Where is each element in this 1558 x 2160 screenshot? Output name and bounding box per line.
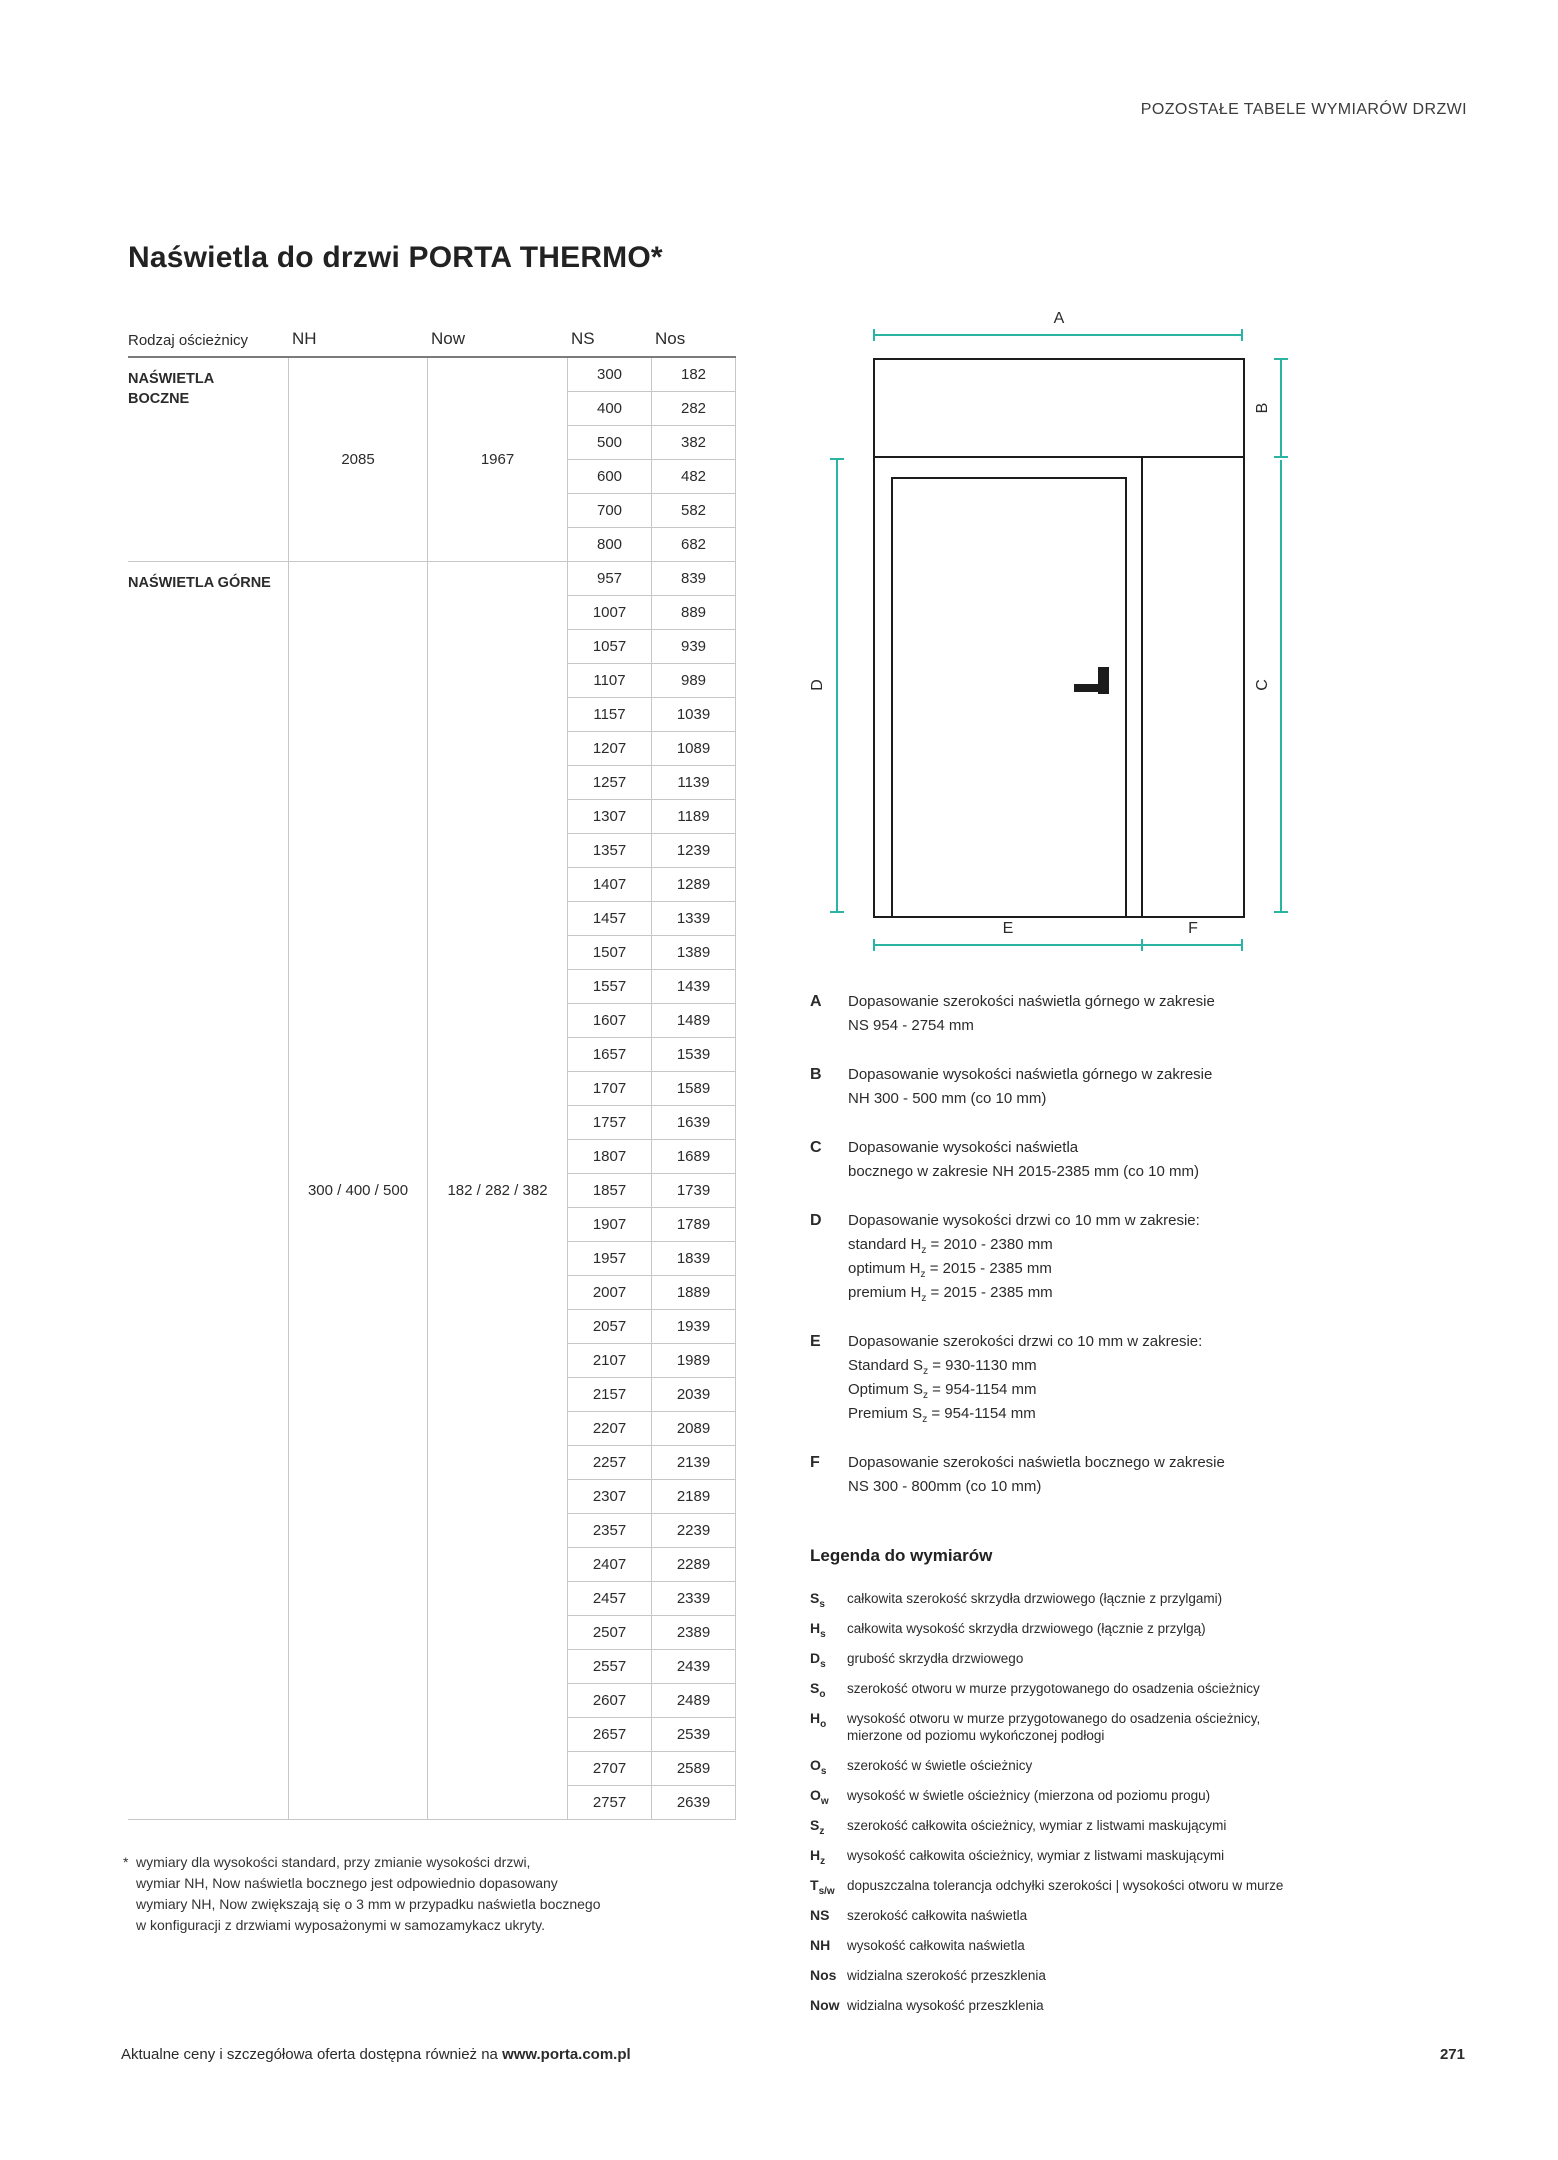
ns-cell: 2157 <box>568 1378 651 1412</box>
dim-symbol: $D_s$ <box>810 1650 826 1670</box>
dim-symbol: NH <box>810 1937 831 1953</box>
ns-cell: 1407 <box>568 868 651 902</box>
ns-cell: 957 <box>568 562 651 596</box>
dim-description: wysokość całkowita naświetla <box>847 1938 1025 1953</box>
nos-cell: 2539 <box>652 1718 735 1752</box>
ns-cell: 1457 <box>568 902 651 936</box>
dim-description: całkowita szerokość skrzydła drzwiowego (łącznie z przylgami) <box>847 1591 1223 1606</box>
legend-list <box>810 990 1410 1524</box>
page-kicker: POZOSTAŁE TABELE WYMIARÓW DRZWI <box>1140 101 1467 118</box>
ns-cell: 1007 <box>568 596 651 630</box>
dim-description: szerokość otworu w murze przygotowanego do osadzenia ościeżnicy <box>847 1681 1260 1696</box>
ns-cell: 2107 <box>568 1344 651 1378</box>
dim-tick <box>1141 939 1143 951</box>
section-label: NAŚWIETLA BOCZNE <box>128 358 288 562</box>
dim-description: widzialna wysokość przeszklenia <box>847 1998 1044 2013</box>
dim-legend-title: Legenda do wymiarów <box>810 1546 993 1565</box>
dim-symbol: $T_{s/w}$ <box>810 1877 835 1897</box>
dim-description: dopuszczalna tolerancja odchyłki szerokości | wysokości otworu w murze <box>847 1878 1284 1893</box>
dim-symbol: NS <box>810 1907 830 1923</box>
dim-tick <box>1241 329 1243 341</box>
ns-cell: 2007 <box>568 1276 651 1310</box>
section-now-value: 1967 <box>428 358 567 562</box>
dim-description: widzialna szerokość przeszklenia <box>847 1968 1046 1983</box>
dim-tick <box>873 329 875 341</box>
nos-cell: 1439 <box>652 970 735 1004</box>
section-label: NAŚWIETLA GÓRNE <box>128 562 288 1820</box>
nos-cell: 1189 <box>652 800 735 834</box>
ns-cell: 2407 <box>568 1548 651 1582</box>
dim-label-e: E <box>1002 920 1014 937</box>
dim-legend <box>810 1546 1435 2027</box>
footnote-marker: * <box>123 1854 129 1870</box>
dim-tick <box>830 911 844 913</box>
table-col-label <box>128 358 288 1820</box>
section-nh-value: 300 / 400 / 500 <box>289 562 427 1820</box>
dim-tick <box>1274 911 1288 913</box>
legend-text: Dopasowanie wysokości drzwi co 10 mm w zakresie: standard $H_z = 2010 - 2380$ mm optimum $H_z = 2015 - 2385$ mm premium $H_z = 2015 - 2385$ mm <box>848 1212 1200 1304</box>
dim-item-nh <box>810 1937 1435 1954</box>
nos-cell: 1739 <box>652 1174 735 1208</box>
header-nh: NH <box>292 329 317 348</box>
dim-line-ef <box>873 944 1243 946</box>
dim-tick <box>1274 456 1288 458</box>
dim-description: wysokość w świetle ościeżnicy (mierzona od poziomu progu) <box>847 1788 1211 1803</box>
ns-cell: 1507 <box>568 936 651 970</box>
legend-item-b <box>810 1063 1410 1111</box>
dim-description: grubość skrzydła drzwiowego <box>847 1651 1024 1666</box>
legend-text: Dopasowanie szerokości naświetla bocznego w zakresie NS 300 - 800mm (co 10 mm) <box>848 1454 1225 1495</box>
dim-item-hz <box>810 1847 1435 1867</box>
dim-label-b: B <box>1254 402 1271 414</box>
nos-cell: 1789 <box>652 1208 735 1242</box>
legend-item-e <box>810 1330 1410 1426</box>
nos-cell: 1889 <box>652 1276 735 1310</box>
nos-cell: 2189 <box>652 1480 735 1514</box>
dim-item-now <box>810 1997 1435 2014</box>
nos-cell: 2239 <box>652 1514 735 1548</box>
dim-item-ns <box>810 1907 1435 1924</box>
ns-cell: 800 <box>568 528 651 562</box>
footer-text: Aktualne ceny i szczegółowa oferta dostępna również na <box>121 2046 503 2063</box>
dim-label-f: F <box>1188 920 1198 937</box>
nos-cell: 839 <box>652 562 735 596</box>
dim-symbol: $H_s$ <box>810 1620 826 1640</box>
legend-item-c <box>810 1136 1410 1184</box>
ns-cell: 2757 <box>568 1786 651 1820</box>
dim-symbol: $O_w$ <box>810 1787 829 1807</box>
dim-tick <box>873 939 875 951</box>
transom-divider <box>875 456 1243 458</box>
nos-cell: 939 <box>652 630 735 664</box>
dim-item-ho <box>810 1710 1435 1744</box>
footnote <box>123 1852 601 1936</box>
ns-cell: 500 <box>568 426 651 460</box>
legend-key: E <box>810 1333 821 1350</box>
legend-key: B <box>810 1066 822 1083</box>
dim-symbol: $O_s$ <box>810 1757 827 1777</box>
legend-text: Dopasowanie wysokości naświetla górnego w zakresie NH 300 - 500 mm (co 10 mm) <box>848 1066 1213 1107</box>
table-col-nos <box>651 358 736 1820</box>
ns-cell: 1957 <box>568 1242 651 1276</box>
dim-item-tsw <box>810 1877 1435 1897</box>
nos-cell: 682 <box>652 528 735 562</box>
table-body <box>128 356 736 1818</box>
table-col-now <box>427 358 567 1820</box>
ns-cell: 2557 <box>568 1650 651 1684</box>
nos-cell: 1489 <box>652 1004 735 1038</box>
nos-cell: 2589 <box>652 1752 735 1786</box>
ns-cell: 2657 <box>568 1718 651 1752</box>
footer-note <box>121 2046 631 2063</box>
ns-cell: 2357 <box>568 1514 651 1548</box>
dim-item-nos <box>810 1967 1435 1984</box>
ns-cell: 2507 <box>568 1616 651 1650</box>
dim-symbol: $H_o$ <box>810 1710 827 1730</box>
dim-symbol: Nos <box>810 1967 837 1983</box>
dim-line-a <box>873 334 1243 336</box>
nos-cell: 1139 <box>652 766 735 800</box>
ns-cell: 1657 <box>568 1038 651 1072</box>
ns-cell: 1807 <box>568 1140 651 1174</box>
dim-line-b <box>1280 358 1282 458</box>
legend-text: Dopasowanie szerokości drzwi co 10 mm w zakresie: Standard $S_z = 930-1130$ mm Optimum $S_z = 954-1154$ mm Premium $S_z = 954-1154$ mm <box>848 1333 1203 1425</box>
ns-cell: 1557 <box>568 970 651 1004</box>
legend-text: Dopasowanie szerokości naświetla górnego w zakresie NS 954 - 2754 mm <box>848 993 1215 1034</box>
ns-cell: 1257 <box>568 766 651 800</box>
ns-cell: 2607 <box>568 1684 651 1718</box>
nos-cell: 1589 <box>652 1072 735 1106</box>
page-title: Naświetla do drzwi PORTA THERMO* <box>128 241 663 274</box>
legend-item-f <box>810 1451 1410 1499</box>
legend-text: Dopasowanie wysokości naświetla bocznego w zakresie NH 2015-2385 mm (co 10 mm) <box>848 1139 1199 1180</box>
dim-description: wysokość otworu w murze przygotowanego do osadzenia ościeżnicy, mierzone od poziomu wykończonej podłogi <box>847 1711 1261 1743</box>
legend-key: A <box>810 993 822 1010</box>
dim-item-ow <box>810 1787 1435 1807</box>
ns-cell: 1857 <box>568 1174 651 1208</box>
table-header-row <box>128 318 736 356</box>
ns-cell: 2707 <box>568 1752 651 1786</box>
ns-cell: 2057 <box>568 1310 651 1344</box>
dim-legend-list <box>810 1590 1435 2014</box>
ns-cell: 1707 <box>568 1072 651 1106</box>
legend-key: C <box>810 1139 822 1156</box>
page-number: 271 <box>1439 2046 1465 2063</box>
ns-cell: 1107 <box>568 664 651 698</box>
ns-cell: 2457 <box>568 1582 651 1616</box>
nos-cell: 1339 <box>652 902 735 936</box>
door-leaf <box>891 477 1127 916</box>
nos-cell: 2439 <box>652 1650 735 1684</box>
dim-symbol: $S_z$ <box>810 1817 825 1837</box>
dim-item-ss <box>810 1590 1435 1610</box>
nos-cell: 282 <box>652 392 735 426</box>
ns-cell: 1057 <box>568 630 651 664</box>
ns-cell: 2257 <box>568 1446 651 1480</box>
ns-cell: 1157 <box>568 698 651 732</box>
dim-symbol: $S_s$ <box>810 1590 825 1610</box>
nos-cell: 2089 <box>652 1412 735 1446</box>
header-nos: Nos <box>655 329 686 348</box>
dim-tick <box>830 458 844 460</box>
dim-line-c <box>1280 460 1282 913</box>
section-nh-value: 2085 <box>289 358 427 562</box>
dim-description: szerokość całkowita naświetla <box>847 1908 1028 1923</box>
ns-cell: 1907 <box>568 1208 651 1242</box>
dim-item-sz <box>810 1817 1435 1837</box>
footnote-text: wymiary dla wysokości standard, przy zmianie wysokości drzwi, wymiar NH, Now naświetla bocznego jest odpowiednio dopasowany wymiary NH, Now zwiększają się o 3 mm w przypadku naświetla bocznego w konfiguracji z drzwiami wyposażonymi w samozamykacz ukryty. <box>136 1854 601 1933</box>
nos-cell: 2339 <box>652 1582 735 1616</box>
nos-cell: 2039 <box>652 1378 735 1412</box>
dim-description: szerokość całkowita ościeżnicy, wymiar z listwami maskującymi <box>847 1818 1227 1833</box>
nos-cell: 182 <box>652 358 735 392</box>
dim-description: całkowita wysokość skrzydła drzwiowego (łącznie z przylgą) <box>847 1621 1206 1636</box>
table-col-nh <box>288 358 427 1820</box>
dim-label-a: A <box>1053 310 1065 327</box>
ns-cell: 1207 <box>568 732 651 766</box>
dim-label-d: D <box>809 679 826 691</box>
ns-cell: 1307 <box>568 800 651 834</box>
nos-cell: 1539 <box>652 1038 735 1072</box>
nos-cell: 1389 <box>652 936 735 970</box>
nos-cell: 2139 <box>652 1446 735 1480</box>
ns-cell: 1757 <box>568 1106 651 1140</box>
dimensions-table <box>128 318 736 1818</box>
nos-cell: 582 <box>652 494 735 528</box>
ns-cell: 1357 <box>568 834 651 868</box>
dim-item-hs <box>810 1620 1435 1640</box>
dim-line-d <box>836 458 838 913</box>
ns-cell: 2207 <box>568 1412 651 1446</box>
legend-key: F <box>810 1454 820 1471</box>
ns-cell: 400 <box>568 392 651 426</box>
nos-cell: 2389 <box>652 1616 735 1650</box>
ns-cell: 1607 <box>568 1004 651 1038</box>
nos-cell: 1289 <box>652 868 735 902</box>
dim-label-c: C <box>1254 679 1271 691</box>
nos-cell: 889 <box>652 596 735 630</box>
table-col-ns <box>567 358 651 1820</box>
dim-symbol: $S_o$ <box>810 1680 826 1700</box>
nos-cell: 382 <box>652 426 735 460</box>
nos-cell: 2489 <box>652 1684 735 1718</box>
header-ns: NS <box>571 329 595 348</box>
legend-item-a <box>810 990 1410 1038</box>
nos-cell: 1239 <box>652 834 735 868</box>
nos-cell: 1639 <box>652 1106 735 1140</box>
dim-tick <box>1274 358 1288 360</box>
nos-cell: 1039 <box>652 698 735 732</box>
nos-cell: 989 <box>652 664 735 698</box>
nos-cell: 1989 <box>652 1344 735 1378</box>
dim-description: wysokość całkowita ościeżnicy, wymiar z listwami maskującymi <box>847 1848 1225 1863</box>
footer-link[interactable]: www.porta.com.pl <box>502 2046 631 2063</box>
ns-cell: 300 <box>568 358 651 392</box>
dim-symbol: $H_z$ <box>810 1847 826 1867</box>
dim-item-so <box>810 1680 1435 1700</box>
dim-symbol: Now <box>810 1997 840 2013</box>
section-now-value: 182 / 282 / 382 <box>428 562 567 1820</box>
dim-description: szerokość w świetle ościeżnicy <box>847 1758 1033 1773</box>
legend-key: D <box>810 1212 822 1229</box>
nos-cell: 2639 <box>652 1786 735 1820</box>
nos-cell: 482 <box>652 460 735 494</box>
ns-cell: 700 <box>568 494 651 528</box>
door-handle-lever <box>1074 684 1102 692</box>
nos-cell: 2289 <box>652 1548 735 1582</box>
nos-cell: 1839 <box>652 1242 735 1276</box>
dim-item-ds <box>810 1650 1435 1670</box>
dim-tick <box>1241 939 1243 951</box>
header-rodzaj-oscieznicy: Rodzaj ościeżnicy <box>128 332 249 349</box>
ns-cell: 600 <box>568 460 651 494</box>
nos-cell: 1689 <box>652 1140 735 1174</box>
ns-cell: 2307 <box>568 1480 651 1514</box>
nos-cell: 1939 <box>652 1310 735 1344</box>
dim-item-os <box>810 1757 1435 1777</box>
side-panel-mullion <box>1141 458 1143 916</box>
header-now: Now <box>431 329 466 348</box>
nos-cell: 1089 <box>652 732 735 766</box>
legend-item-d <box>810 1209 1410 1305</box>
